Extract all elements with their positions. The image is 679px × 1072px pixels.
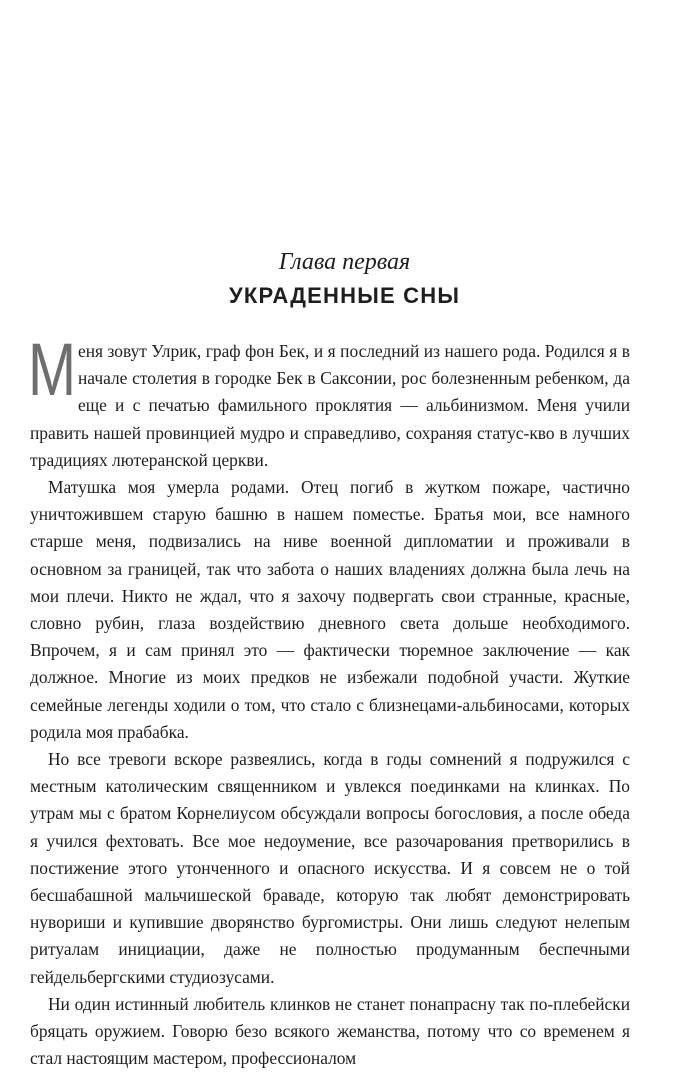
paragraph-4: Ни один истинный любитель клинков не станет понапрасну так по-плебейски бряцать оружием. Говорю безо всякого жеманства, потому что со временем я стал настоящим мастером, профессионалом <box>30 993 630 1069</box>
paragraph-1-text: еня зовут Улрик, граф фон Бек, и я последний из нашего рода. Родился я в начале столетия в городке Бек в Саксонии, рос болезненным ребенком, да еще и с печатью фамильного проклятия — альбинизмом. Меня учили править нашей провинцией мудро и справедливо, сохраняя статус-кво в лучших традициях лютеранской церкви. <box>30 341 630 470</box>
paragraph-1 <box>28 328 630 474</box>
drop-cap: М <box>28 328 77 411</box>
chapter-number: Глава первая <box>278 249 411 275</box>
paragraph-2: Матушка моя умерла родами. Отец погиб в жутком пожаре, частично уничтожившем старую башню в нашем поместье. Братья мои, все намного старше меня, подвизались на ниве военной дипломатии и проживали в основном за границей, так что забота о наших владениях должна была лечь на мои плечи. Никто не ждал, что я захочу подвергать свои странные, красные, словно рубин, глаза воздействию дневного света дольше необходимого. Впрочем, я и сам принял это — фактически тюремное заключение — как должное. Многие из моих предков не избежали подобной участи. Жуткие семейные легенды ходили о том, что стало с близнецами-альбиносами, которых родила моя прабабка. <box>30 477 630 742</box>
paragraph-3: Но все тревоги вскоре развеялись, когда в годы сомнений я подружился с местным католическим священником и увлекся поединками на клинках. По утрам мы с братом Корнелиусом обсуждали вопросы богословия, а после обеда я учился фехтовать. Все мое недоумение, все разочарования претворились в постижение этого утонченного и опасного искусства. И я совсем не о той бесшабашной мальчишеской браваде, которую так любят демонстрировать нувориши и купившие дворянство бургомистры. Они лишь следуют нелепым ритуалам инициации, даже не полностью продуманным беспечными гейдельбергскими студиозусами. <box>30 749 630 987</box>
chapter-body <box>28 328 630 1072</box>
chapter-header <box>0 247 679 311</box>
chapter-title: УКРАДЕННЫЕ СНЫ <box>228 283 461 308</box>
